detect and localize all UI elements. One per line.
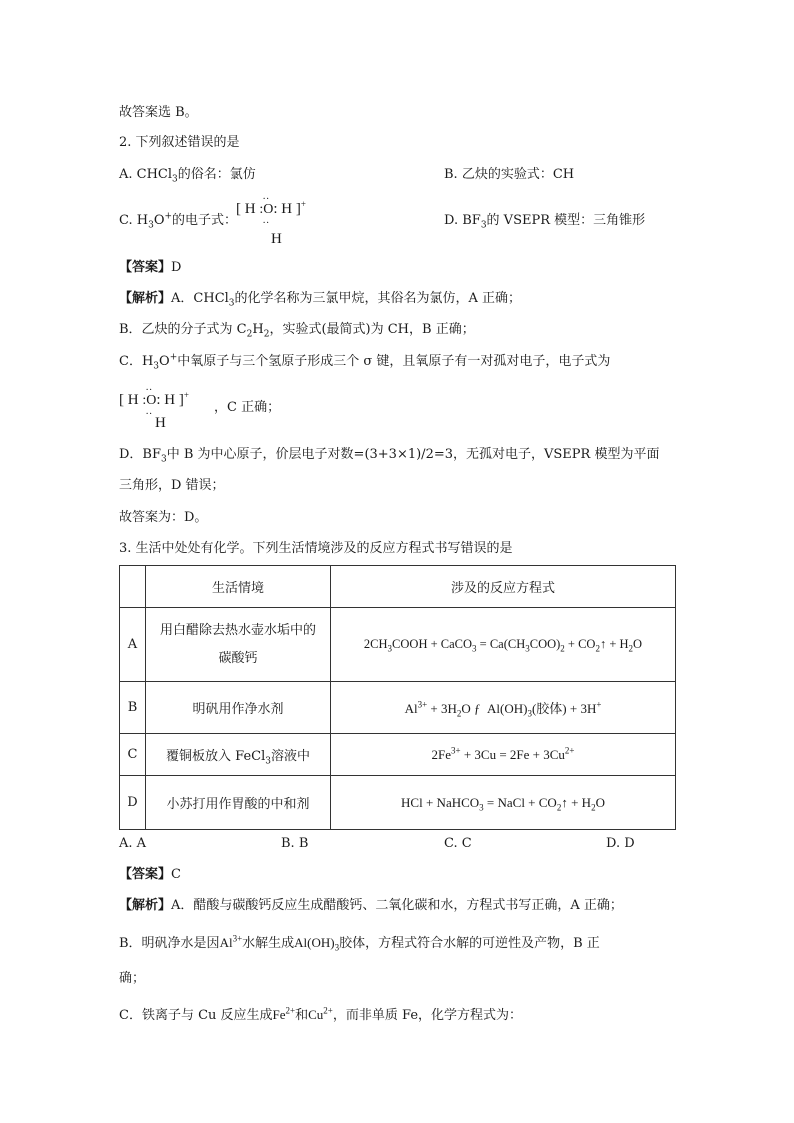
q3-analysis-c: C．铁离子与 Cu 反应生成$Fe^{2+}$和$Cu^{2+}$，而非单质 Fe，化学方程式为： [119, 1005, 523, 1023]
electron-dot-h-bottom-analysis: H [155, 415, 166, 431]
header-equation: 涉及的反应方程式 [331, 566, 676, 608]
q3-answer: 【答案】C [119, 867, 181, 882]
header-blank [120, 566, 146, 608]
electron-dot-formula-h3o: [ H : .. O .. : H ]+ [236, 191, 306, 226]
table-row [120, 734, 676, 776]
electron-dot-formula-analysis: [ H : .. O .. : H ]+ [119, 382, 189, 417]
q2-answer: 【答案】D [119, 260, 182, 275]
q3-analysis-b2: 确； [119, 971, 146, 986]
row-scene: 覆铜板放入 FeCl$_3$溶液中 [146, 734, 331, 776]
row-equation: HCl + NaHCO$_3$ = NaCl + $CO_2↑ + H_2O$ [331, 776, 676, 830]
q2-option-b: B. 乙炔的实验式：CH [444, 167, 575, 182]
q2-analysis-d2: 三角形，D 错误； [119, 478, 225, 493]
row-label: D [120, 776, 146, 830]
q2-analysis-c1: C．$H_3O^+$中氧原子与三个氢原子形成三个 σ 键，且氧原子有一对孤对电子，电子式为 [119, 352, 611, 372]
header-scene: 生活情境 [146, 566, 331, 608]
q3-analysis-a: 【解析】A．醋酸与碳酸钙反应生成醋酸钙、二氧化碳和水，方程式书写正确，A 正确； [119, 898, 623, 913]
table-header-row [120, 566, 676, 608]
table-row [120, 776, 676, 830]
row-equation: $2CH_3COOH$ + CaCO$_3$ = $Ca(CH_3COO)_2$ + $CO_2↑ + H_2O$ [331, 608, 676, 682]
q2-option-c: C. $H_3O^+$的电子式： [119, 211, 238, 231]
q2-analysis-b: B．乙炔的分子式为 $C_2H_2$，实验式(最简式)为 CH，B 正确； [119, 322, 475, 340]
row-equation: $Al^{3+} + 3H_2O$ ƒ $Al(OH)_3$(胶体) + 3H+ [331, 682, 676, 734]
q2-analysis-a: 【解析】A．CHCl$_3$的化学名称为三氯甲烷，其俗名为氯仿，A 正确； [119, 291, 522, 309]
intro-line: 故答案选 B。 [119, 105, 198, 120]
reaction-table [119, 565, 676, 830]
q2-option-a: A. CHCl$_3$的俗名：氯仿 [119, 167, 256, 185]
row-label: C [120, 734, 146, 776]
table-row [120, 608, 676, 682]
q2-stem: 2. 下列叙述错误的是 [119, 135, 240, 150]
q2-conclusion: 故答案为：D。 [119, 510, 208, 525]
q3-analysis-b1: B．明矾净水是因$Al^{3+}$水解生成$Al(OH)_3$胶体，方程式符合水解的可逆性及产物，B 正 [119, 933, 600, 953]
q2-analysis-d1: D．$BF_3$中 B 为中心原子，价层电子对数=(3+3×1)/2=3，无孤对电子，VSEPR 模型为平面 [119, 447, 660, 465]
q2-option-d: D. $BF_3$的 VSEPR 模型：三角锥形 [444, 213, 646, 231]
q3-option-d: D. D [606, 836, 635, 851]
electron-dot-h-bottom: H [271, 231, 282, 247]
q3-option-b: B. B [281, 836, 309, 851]
row-equation: $2Fe^{3+} + 3Cu = 2Fe + 3Cu^{2+}$ [331, 734, 676, 776]
q2-analysis-c2: ，C 正确； [214, 400, 281, 415]
q3-option-c: C. C [444, 836, 472, 851]
row-label: B [120, 682, 146, 734]
row-scene: 小苏打用作胃酸的中和剂 [146, 776, 331, 830]
row-label: A [120, 608, 146, 682]
table-row [120, 682, 676, 734]
q3-stem: 3. 生活中处处有化学。下列生活情境涉及的反应方程式书写错误的是 [119, 541, 513, 556]
q3-option-a: A. A [119, 836, 147, 851]
row-scene: 用白醋除去热水壶水垢中的 碳酸钙 [146, 608, 331, 682]
row-scene: 明矾用作净水剂 [146, 682, 331, 734]
